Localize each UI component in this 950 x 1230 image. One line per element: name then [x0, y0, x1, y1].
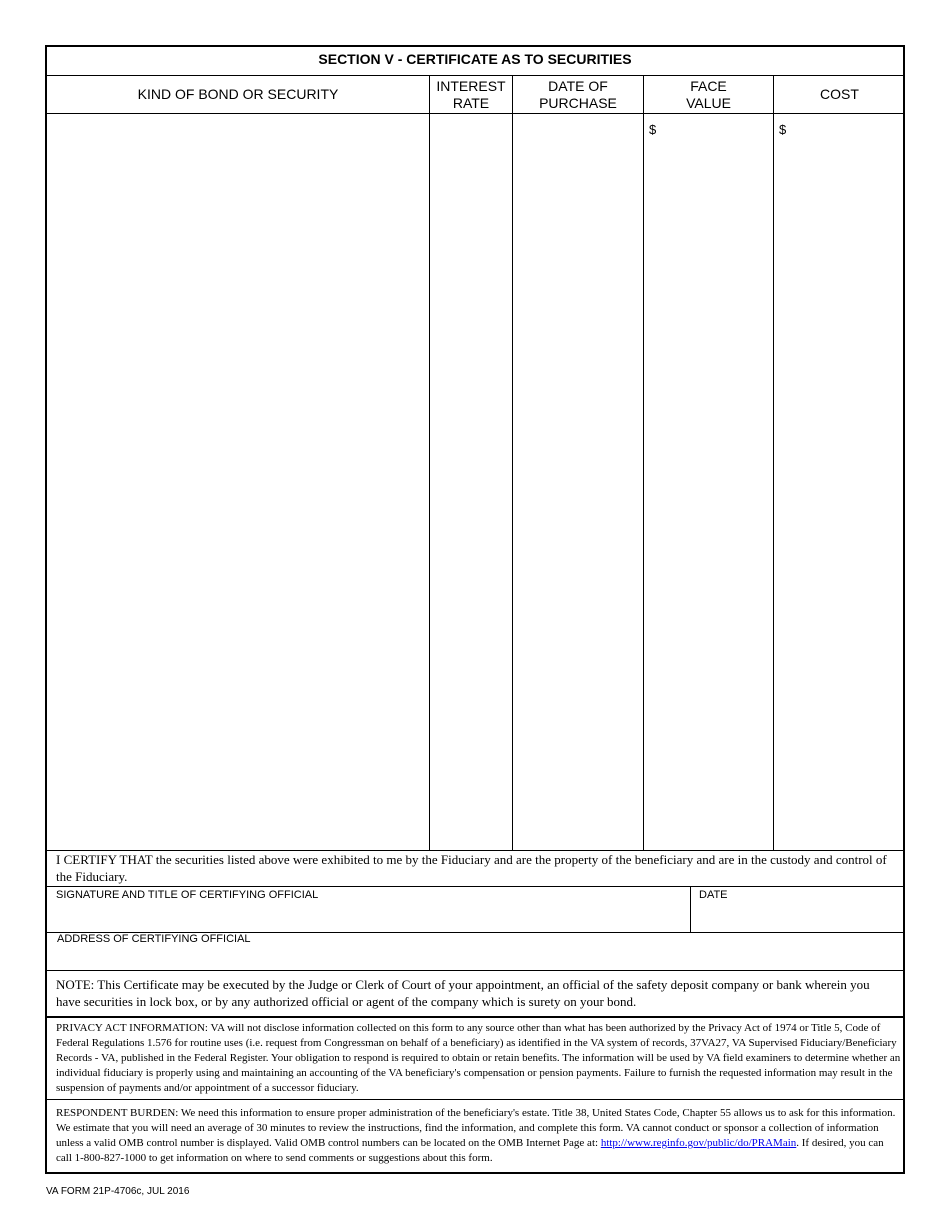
omb-link[interactable]: http://www.reginfo.gov/public/do/PRAMain	[600, 1137, 797, 1149]
section-title: SECTION V - CERTIFICATE AS TO SECURITIES	[318, 51, 632, 67]
form-frame	[45, 45, 905, 1174]
date-field[interactable]	[699, 905, 899, 929]
date-label: DATE	[699, 889, 728, 901]
divider	[47, 1016, 903, 1018]
cost-field[interactable]	[791, 117, 901, 845]
column-divider	[773, 75, 774, 850]
kind-of-bond-field[interactable]	[51, 117, 425, 845]
respondent-burden-part: RESPONDENT BURDEN: We need this information to ensure proper administration of the beneficiary's estate. Title 38, United States Code, Chapter 55 allows us to ask for this information. We estimate that you will need an average of 30 minutes to review the instructions, find the information, and complete this form. VA cannot conduct or sponsor a collection of information unless a valid OMB control number is displayed. Valid OMB control numbers can be located on the OMB Internet Page at:	[56, 1107, 896, 1149]
interest-rate-field[interactable]	[434, 117, 508, 845]
column-header-label: PURCHASE	[539, 94, 617, 111]
divider	[47, 886, 903, 887]
column-header-label: VALUE	[686, 94, 731, 111]
column-header-date-of-purchase	[513, 76, 643, 113]
signature-field[interactable]	[56, 905, 681, 929]
column-header-kind	[47, 76, 429, 113]
note-text: NOTE: This Certificate may be executed by the Judge or Clerk of Court of your appointment, an official of the safety deposit company or bank wherein you have securities in lock box, or by any authorized official or agent of the company which is surety on your bond.	[56, 977, 870, 1009]
column-divider	[429, 75, 430, 850]
certify-statement: I CERTIFY THAT the securities listed above were exhibited to me by the Fiduciary and are the property of the beneficiary and are in the custody and control of the Fiduciary.	[56, 852, 887, 884]
form-id: VA FORM 21P-4706c, JUL 2016	[46, 1186, 190, 1197]
column-header-interest-rate	[430, 76, 512, 113]
column-header-face-value	[644, 76, 773, 113]
divider	[47, 970, 903, 971]
column-header-label: INTEREST	[436, 77, 506, 94]
address-field[interactable]	[57, 948, 897, 968]
respondent-burden-part: . If desired, you can call 1-800-827-1000 to get information on where to send comments or suggestions about this form.	[56, 1137, 884, 1164]
respondent-burden-text	[56, 1106, 901, 1166]
privacy-act-text: PRIVACY ACT INFORMATION: VA will not disclose information collected on this form to any source other than what has been authorized by the Privacy Act of 1974 or Title 5, Code of Federal Regulations 1.576 for routine uses (i.e. request from Congressman on behalf of a beneficiary) as identified in the VA system of records, 37VA27, VA Supervised Fiduciary/Beneficiary Records - VA, published in the Federal Register. Your obligation to respond is required to obtain or retain benefits. The information will be used by VA field examiners to determine whether an individual fiduciary is properly using and maintaining an accounting of the VA beneficiary's compensation or pension payments. Failure to furnish the requested information may result in the suspension of payments and/or appointment of a successor fiduciary.	[56, 1022, 901, 1094]
column-header-label: DATE OF	[548, 77, 608, 94]
address-label: ADDRESS OF CERTIFYING OFFICIAL	[57, 933, 251, 945]
face-value-field[interactable]	[661, 117, 769, 845]
divider	[47, 1099, 903, 1100]
date-of-purchase-field[interactable]	[517, 117, 639, 845]
column-divider	[690, 886, 691, 932]
divider	[47, 113, 903, 114]
column-divider	[643, 75, 644, 850]
column-header-label: FACE	[690, 77, 727, 94]
signature-label: SIGNATURE AND TITLE OF CERTIFYING OFFICIAL	[56, 889, 319, 901]
column-header-label: RATE	[452, 94, 490, 111]
column-header-cost	[774, 76, 905, 113]
column-header-kind-label: KIND OF BOND OR SECURITY	[137, 86, 339, 102]
cost-currency: $	[779, 122, 787, 137]
face-value-currency: $	[649, 122, 657, 137]
column-header-cost-label: COST	[820, 86, 859, 102]
column-divider	[512, 75, 513, 850]
